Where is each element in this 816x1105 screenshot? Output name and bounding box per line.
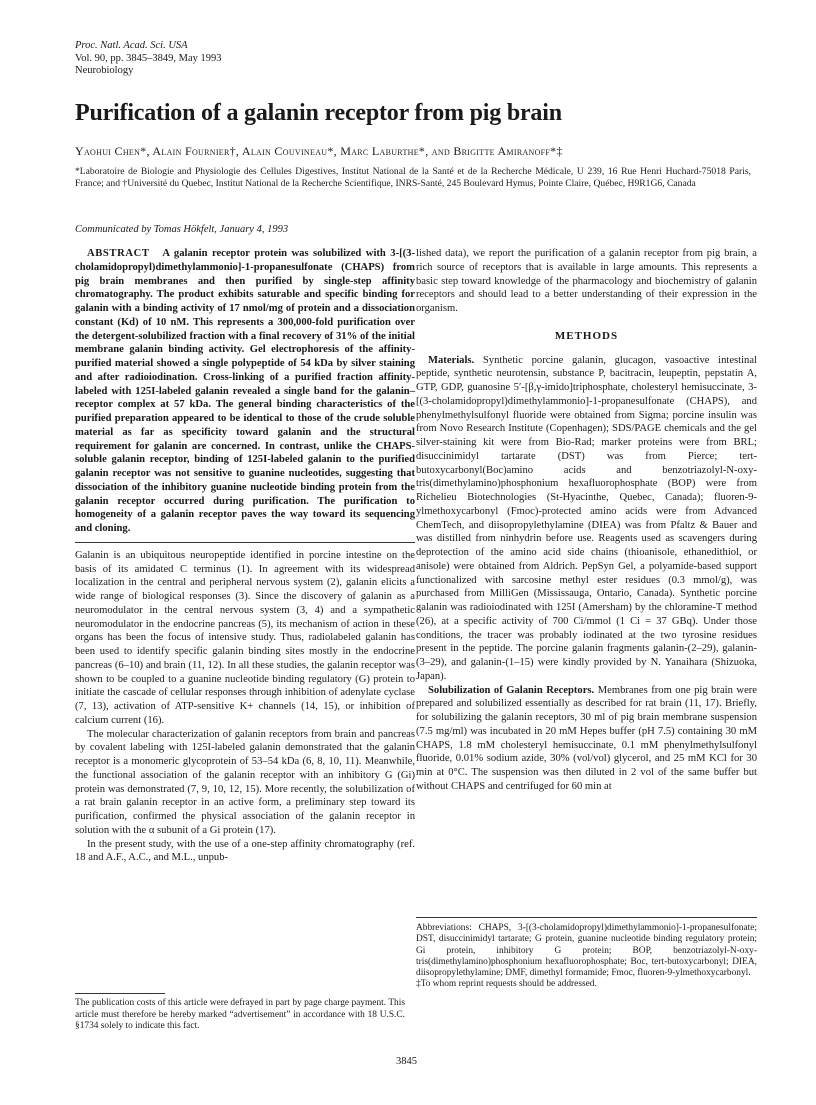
abstract xyxy=(75,247,415,536)
communicated-by: Communicated by Tomas Hökfelt, January 4, 1993 xyxy=(75,224,289,235)
journal-section: Neurobiology xyxy=(75,65,134,76)
page-number: 3845 xyxy=(396,1056,417,1067)
abstract-label: ABSTRACT xyxy=(87,248,150,259)
abbreviations-text: Abbreviations: CHAPS, 3-[(3-cholamidopropyl)dimethylammonio]-1-propanesulfonate; DST, disuccinimidyl tartarate; G protein, guanine nucleotide binding regulatory protein; Gi protein, inhibitory G protein; BOP, benzotriazolyl-N-oxy-tris(dimethylamino)phosphonium hexafluorophosphate; Boc, tert-butoxycarbonyl; DIEA, diisopropylethylamine; DMF, dimethyl formamide; Fmoc, fluoren-9-ylmethoxycarbonyl. xyxy=(416,923,757,979)
materials-label: Materials. xyxy=(428,354,475,366)
reprint-note: ‡To whom reprint requests should be addressed. xyxy=(416,979,597,990)
solubilization-label: Solubilization of Galanin Receptors. xyxy=(428,684,595,696)
left-column xyxy=(75,247,415,865)
journal-volume: Vol. 90, pp. 3845–3849, May 1993 xyxy=(75,52,222,64)
intro-paragraph-3: In the present study, with the use of a one-step affinity chromatography (ref. 18 and A.F., A.C., and M.L., unpub- xyxy=(75,838,415,864)
right-column xyxy=(416,247,757,794)
affiliations: *Laboratoire de Biologie and Physiologie des Cellules Digestives, Institut National de la Santé et de la Recherche Médicale, U 239, 16 Rue Henri Huchard-75018 Paris, France; and †Université du Quebec, Institut National de la Recherche Scientifique, INRS-Santé, 245 Boulevard Hymus, Pointe Claire, Québec, H9R1G6, Canada xyxy=(75,166,751,189)
methods-heading: METHODS xyxy=(554,329,619,342)
intro-paragraph-2: The molecular characterization of galanin receptors from brain and pancreas by covalent labeling with 125I-labeled galanin demonstrated that the galanin receptor is a monomeric glycoprotein of 53–54 kDa (6, 8, 10, 11). Meanwhile, the functional association of the galanin receptor with an inhibitory G (Gi) protein was demonstrated (7, 9, 10, 12, 15). More recently, the solubilization of a rat brain galanin receptor in an active form, a preliminary step toward its purification, confirmed the physical association of the galanin receptor in solution with the α subunit of a Gi protein (17). xyxy=(75,728,415,836)
journal-name: Proc. Natl. Acad. Sci. USA xyxy=(75,40,188,51)
paper-title: Purification of a galanin receptor from pig brain xyxy=(75,100,562,126)
abstract-divider xyxy=(75,542,415,543)
publication-cost-footnote: The publication costs of this article were defrayed in part by page charge payment. This article must therefore be hereby marked “advertisement” in accordance with 18 U.S.C. §1734 solely to indicate this fact. xyxy=(75,998,405,1031)
materials-text: Synthetic porcine galanin, glucagon, vasoactive intestinal peptide, synthetic neurotensin, substance P, bacitracin, leupeptin, pepstatin A, GTP, GDP, guanosine 5′-[β,γ-imido]triphosphate, cholesteryl hemisuccinate, 3-[(3-cholamidopropyl)dimethylammonio]-1-propanesulfonate (CHAPS), and phenylmethylsulfonyl fluoride were obtained from Sigma; porcine insulin was from Novo Research Institute (Copenhagen); SDS/PAGE chemicals and the gel silver-staining kit were from Bio-Rad; marker proteins were from BRL; disuccinimidyl tartarate (DST) was from Pierce; tert-butoxycarbonyl(Boc)amino acids and benzotriazolyl-N-oxy-tris(dimethylamino)phosphonium hexafluorophosphate (BOP) were from Richelieu Biotechnologies (St-Hyacinthe, Quebec, Canada); fluoren-9-ylmethoxycarbonyl (Fmoc)-protected amino acids were from Advanced ChemTech, and diisopropylethylamine (DIEA) was from Pfaltz & Bauer and was distilled from ninhydrin before use. Reagents used as scavengers during deprotection of the amino acid side chains (thioanisole, ethanedithiol, or anisole) were obtained from Aldrich. PepSyn Gel, a polyamide-based support functionalized with sarcosine methyl ester residues (0.3 mmol/g), was purchased from MilliGen (Mississauga, Ontario, Canada). Synthetic porcine galanin was radioiodinated with 125I (Amersham) by the chloramine-T method (26), at a specific activity of 700 Ci/mmol (1 Ci = 37 GBq). Under those conditions, the tracer was probably iodinated at the two tyrosine residues present in the peptide. The porcine galanin fragments galanin-(2–29), galanin-(3–29), and galanin-(1–15) were kindly provided by N. Yanaihara (Shizuoka, Japan). xyxy=(416,354,757,682)
journal-header xyxy=(75,40,222,78)
abbreviations-footnote xyxy=(416,923,757,991)
abbreviations-divider xyxy=(416,917,757,918)
abstract-text: A galanin receptor protein was solubilized with 3-[(3-cholamidopropyl)dimethylammonio]-1-propanesulfonate (CHAPS) from pig brain membranes and then purified by single-step affinity chromatography. The product exhibits saturable and specific binding for galanin with a binding activity of 17 nmol/mg of protein and a dissociation constant (Kd) of 10 nM. This represents a 300,000-fold purification over the detergent-solubilized fraction with a final recovery of 31% of the initial membrane galanin binding activity. Gel electrophoresis of the affinity-purified material showed a single polypeptide of 54 kDa by silver staining and after radioiodination. Cross-linking of a purified fraction affinity-labeled with 125I-labeled galanin revealed a single band for the galanin–receptor complex at 57 kDa. The general binding characteristics of the purified preparation appeared to be identical to those of the crude soluble material as far as specificity toward galanin and the structural requirement for galanin are concerned. In contrast, unlike the CHAPS-soluble galanin receptor, binding of 125I-labeled galanin to the purified galanin receptor was not sensitive to guanine nucleotides, suggesting that dissociation of the inhibitory guanine nucleotide binding protein from the galanin receptor occurred during purification. The purification to homogeneity of a galanin receptor paves the way toward its sequencing and cloning. xyxy=(75,248,415,534)
solubilization-text: Membranes from one pig brain were prepared and solubilized essentially as described for rat brain (11, 17). Briefly, for solubilizing the galanin receptors, 30 ml of pig brain membrane suspension (7.5 mg/ml) was incubated in 20 mM Hepes buffer (pH 7.5) containing 30 mM CHAPS, 1.8 mM cholesteryl hemisuccinate, 0.1 mM phenylmethylsulfonyl fluoride, 0.01% sodium azide, 30% (vol/vol) glycerol, and 25 mM KCl for 30 min at 0°C. The suspension was then diluted in 2 vol of the same buffer but without CHAPS and centrifuged for 60 min at xyxy=(416,684,758,792)
solubilization-paragraph xyxy=(416,684,757,794)
intro-continuation: lished data), we report the purification of a galanin receptor from pig brain, a rich source of receptors that is available in large amounts. This represents a basic step toward knowledge of the pharmacology and biochemistry of galanin receptors and should lead to a better understanding of their expression in the organism. xyxy=(416,248,757,314)
footnote-divider xyxy=(75,993,165,994)
materials-paragraph xyxy=(416,354,757,684)
author-list: Yaohui Chen*, Alain Fournier†, Alain Couvineau*, Marc Laburthe*, and Brigitte Amiranoff*‡ xyxy=(75,144,563,158)
intro-paragraph-1: Galanin is an ubiquitous neuropeptide identified in porcine intestine on the basis of its amidated C terminus (1). In agreement with its widespread localization in the central and peripheral nervous system (2), galanin elicits a wide range of biological responses (3). Since the discovery of galanin as a neuromodulator in the central nervous system (3, 4) and a sympathetic neuromodulator in the endocrine pancreas (5), its mechanism of action in these organs has been the focus of intensive study. Thus, radiolabeled galanin has been used to identify specific galanin binding sites mostly in the endocrine pancreas (6–10) and brain (11, 12). In all these studies, the galanin receptor was shown to be coupled to a guanine nucleotide binding regulatory (G) protein to initiate the cascade of cellular responses through inhibition of adenylate cyclase (7, 13), activation of ATP-sensitive K+ channels (14, 15), or inhibition of calcium current (16). xyxy=(75,549,415,726)
